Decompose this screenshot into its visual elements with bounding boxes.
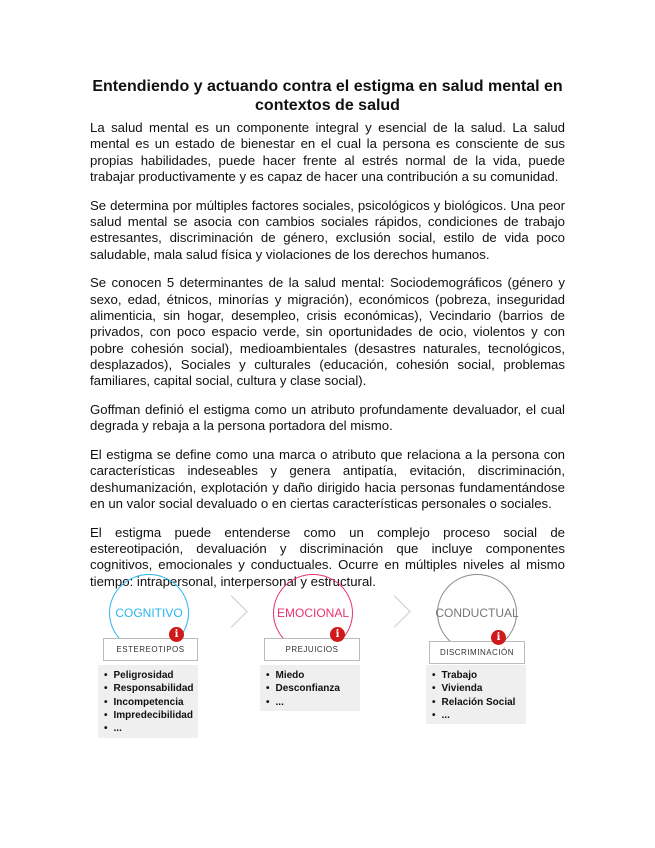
list-item: • Miedo — [266, 669, 356, 682]
list-item: • Responsabilidad — [104, 682, 194, 695]
info-icon: i — [169, 627, 184, 642]
list-item: • Peligrosidad — [104, 669, 194, 682]
list-item: • ... — [432, 709, 522, 722]
prejuicios-label: PREJUICIOS — [264, 638, 360, 661]
emocional-circle: EMOCIONAL — [273, 574, 353, 652]
paragraph: La salud mental es un componente integral y esencial de la salud. La salud mental es un estado de bienestar en el cual la persona es consciente de sus propias habilidades, puede hacer frente al estrés normal de la vida, puede trabajar productivamente y es capaz de hacer una contribución a su comunidad. — [90, 120, 565, 184]
document-body — [90, 120, 565, 602]
list-item: • ... — [104, 722, 194, 735]
list-item: • ... — [266, 696, 356, 709]
conductual-circle: CONDUCTUAL — [437, 574, 517, 652]
list-item: • Desconfianza — [266, 682, 356, 695]
estereotipos-label: ESTEREOTIPOS — [103, 638, 198, 661]
estereotipos-list — [98, 665, 198, 738]
list-item: • Incompetencia — [104, 696, 194, 709]
paragraph: El estigma se define como una marca o atributo que relaciona a la persona con características indeseables y genera antipatía, evitación, discriminación, deshumanización, explotación y daño dirigido hacia personas fundamentándose en un valor social devaluado o en ciertas características personales o sociales. — [90, 447, 565, 511]
info-icon: i — [330, 627, 345, 642]
list-item: • Impredecibilidad — [104, 709, 194, 722]
cognitivo-circle: COGNITIVO — [109, 574, 189, 652]
paragraph: El estigma puede entenderse como un complejo proceso social de estereotipación, devaluación y discriminación que incluye componentes cognitivos, emocionales y conductuales. Ocurre en múltiples niveles al mismo tiempo: intrapersonal, interpersonal y estructural. — [90, 524, 565, 589]
paragraph: Se determina por múltiples factores sociales, psicológicos y biológicos. Una peor salud mental se asocia con cambios sociales rápidos, condiciones de trabajo estresantes, discriminación de género, exclusión social, estilo de vida poco saludable, mala salud física y violaciones de los derechos humanos. — [90, 197, 565, 262]
info-icon: i — [491, 630, 506, 645]
paragraph: Goffman definió el estigma como un atributo profundamente devaluador, el cual degrada y rebaja a la persona portadora del mismo. — [90, 401, 565, 434]
page-title: Entendiendo y actuando contra el estigma en salud mental en contextos de salud — [92, 78, 563, 114]
discriminacion-list — [426, 665, 526, 724]
list-item: • Vivienda — [432, 682, 522, 695]
list-item: • Trabajo — [432, 669, 522, 682]
prejuicios-list — [260, 665, 360, 711]
paragraph: Se conocen 5 determinantes de la salud mental: Sociodemográficos (género y sexo, edad, étnicos, minorías y migración), económicos (pobreza, inseguridad alimenticia, sin hogar, desempleo, crisis económicas), Vecindario (barrios de privados, con poco espacio verde, sin oportunidades de ocio, violentos y con pobre cohesión social), medioambientales (desastres naturales, tecnológicos, desplazados), Sociales y culturales (educación, cohesión social, problemas familiares, capital social, cultura y clase social). — [90, 275, 565, 389]
list-item: • Relación Social — [432, 696, 522, 709]
discriminacion-label: DISCRIMINACIÓN — [429, 641, 525, 664]
